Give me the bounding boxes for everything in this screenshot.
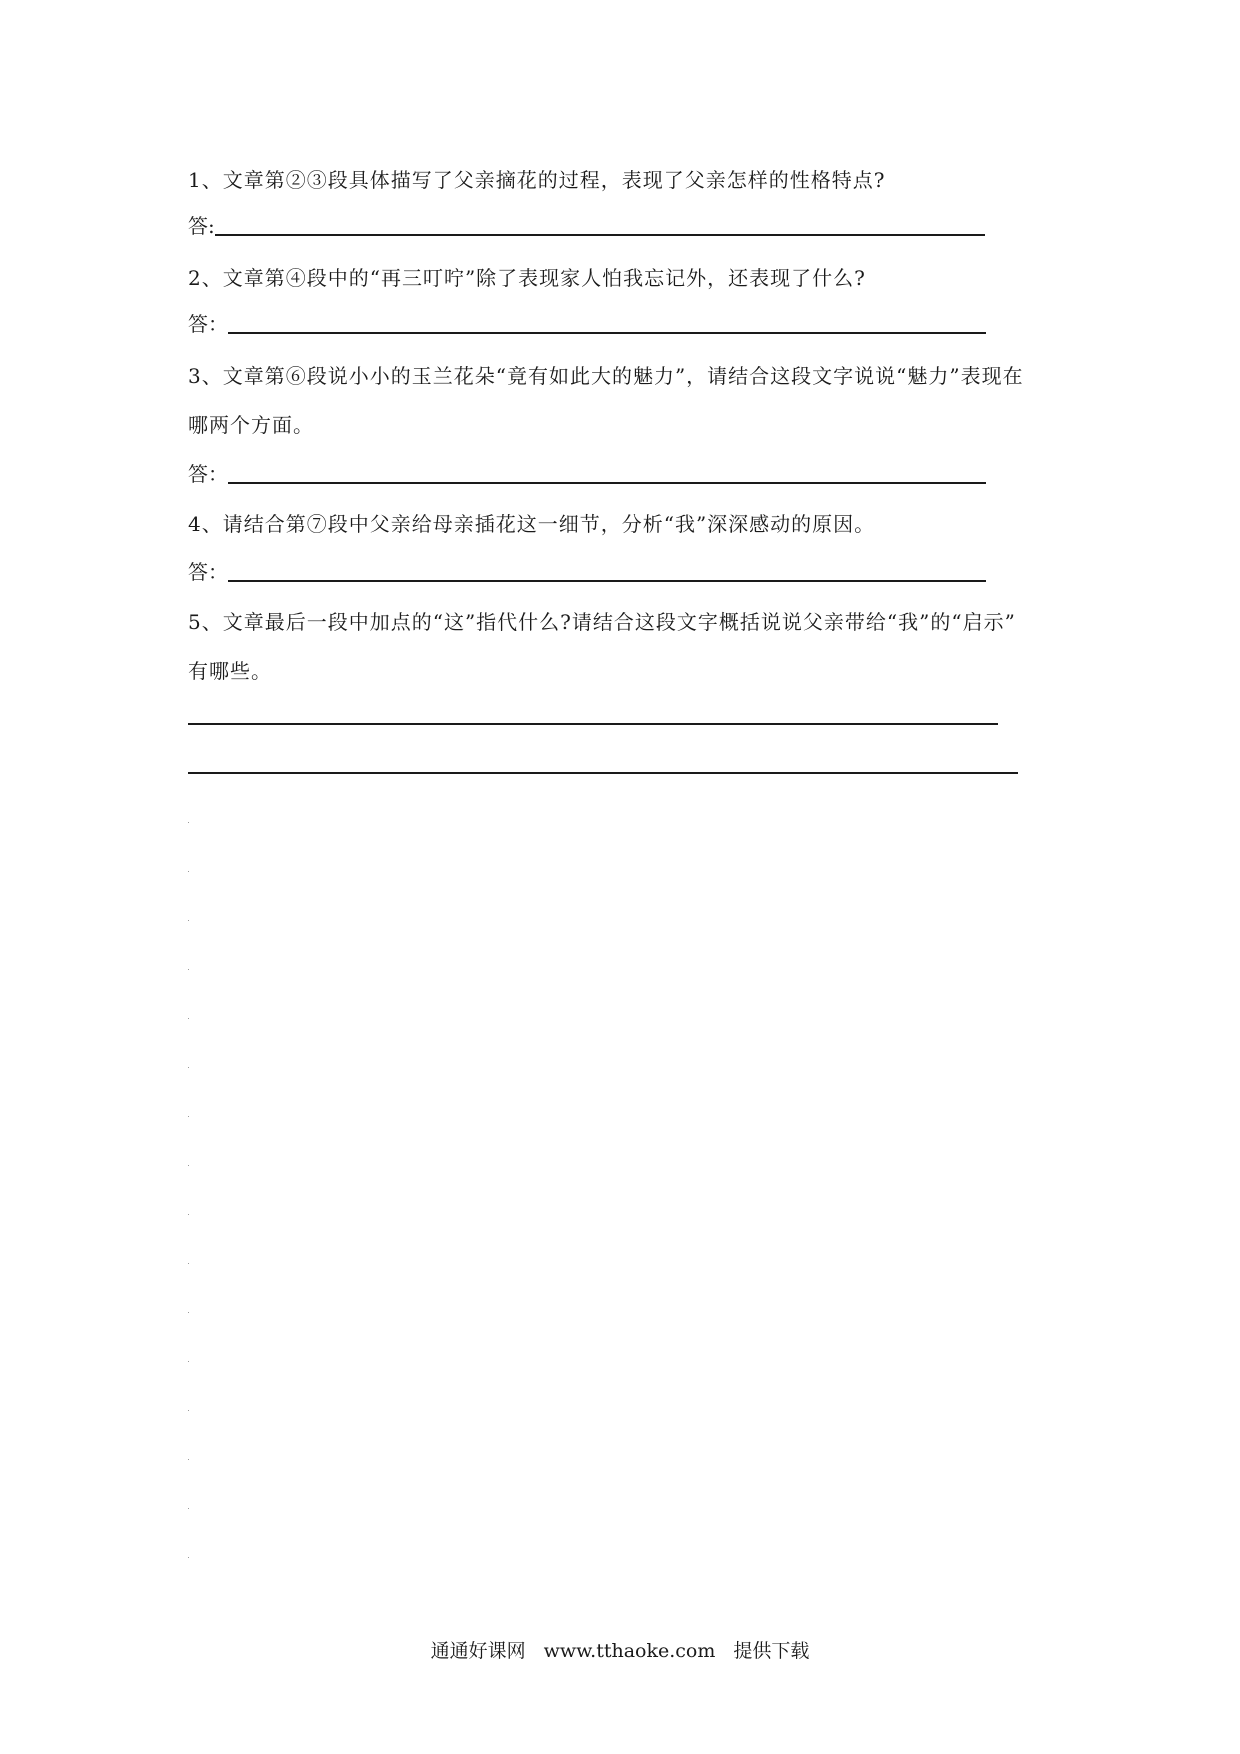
answer-line-3[interactable] xyxy=(228,482,986,484)
question-5-line-2: 有哪些。 xyxy=(188,659,272,683)
answer-row-3 xyxy=(188,456,986,486)
footer-url[interactable]: www.tthaoke.com xyxy=(543,1640,716,1662)
question-5-line-1: 5、文章最后一段中加点的“这”指代什么?请结合这段文字概括说说父亲带给“我”的“启示” xyxy=(188,610,1016,634)
answer-label-1: 答: xyxy=(188,214,215,238)
answer-line-1[interactable] xyxy=(215,234,985,236)
paragraph-mark xyxy=(188,1312,189,1313)
answer-row-2 xyxy=(188,306,986,336)
answer-label-3: 答： xyxy=(188,462,228,486)
answer-row-4 xyxy=(188,554,986,584)
question-4: 4、请结合第⑦段中父亲给母亲插花这一细节，分析“我”深深感动的原因。 xyxy=(188,512,876,536)
footer-site-name: 通通好课网 xyxy=(430,1640,526,1662)
footer-suffix: 提供下载 xyxy=(733,1640,810,1662)
paragraph-mark xyxy=(188,871,189,872)
question-3-line-2: 哪两个方面。 xyxy=(188,413,314,437)
question-3-line-1: 3、文章第⑥段说小小的玉兰花朵“竟有如此大的魅力”，请结合这段文字说说“魅力”表现在 xyxy=(188,364,1024,388)
paragraph-mark xyxy=(188,1508,189,1509)
answer-label-4: 答： xyxy=(188,560,228,584)
question-1: 1、文章第②③段具体描写了父亲摘花的过程，表现了父亲怎样的性格特点? xyxy=(188,168,886,192)
answer-line-2[interactable] xyxy=(228,332,986,334)
answer-row-1 xyxy=(188,208,985,238)
paragraph-mark xyxy=(188,1165,189,1166)
paragraph-mark xyxy=(188,920,189,921)
paragraph-mark xyxy=(188,1067,189,1068)
paragraph-mark xyxy=(188,1459,189,1460)
page-footer xyxy=(0,1636,1240,1663)
answer-line-5b[interactable] xyxy=(188,772,1018,774)
paragraph-mark xyxy=(188,1018,189,1019)
paragraph-mark xyxy=(188,1361,189,1362)
answer-line-4[interactable] xyxy=(228,580,986,582)
question-2: 2、文章第④段中的“再三叮咛”除了表现家人怕我忘记外，还表现了什么? xyxy=(188,266,866,290)
paragraph-mark xyxy=(188,1410,189,1411)
paragraph-mark xyxy=(188,1214,189,1215)
paragraph-mark xyxy=(188,1263,189,1264)
answer-line-5a[interactable] xyxy=(188,723,998,725)
answer-label-2: 答： xyxy=(188,312,228,336)
paragraph-mark xyxy=(188,1557,189,1558)
paragraph-mark xyxy=(188,969,189,970)
paragraph-mark xyxy=(188,822,189,823)
paragraph-mark xyxy=(188,1116,189,1117)
